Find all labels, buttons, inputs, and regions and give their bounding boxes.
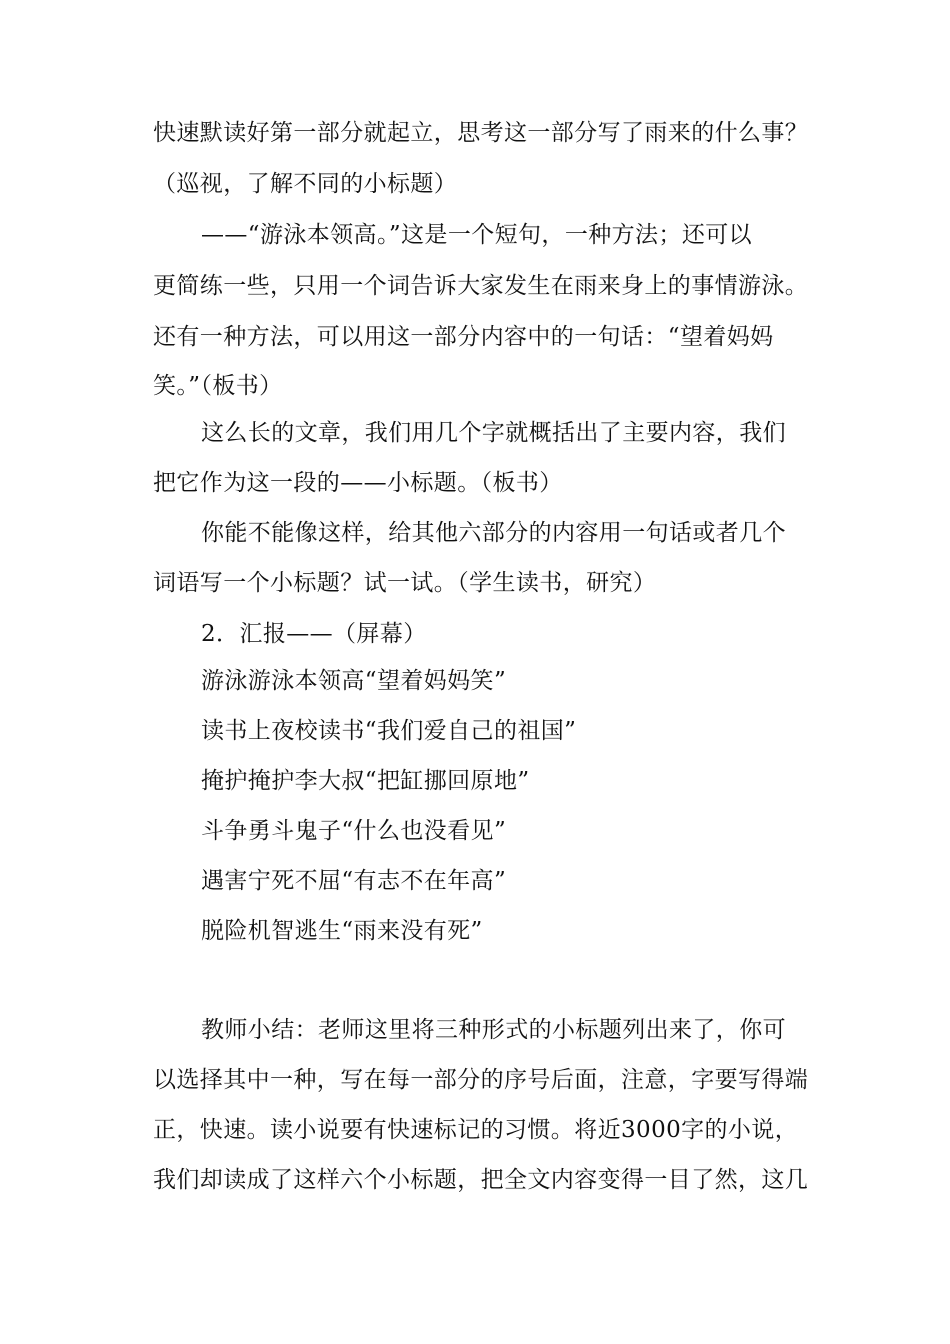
subtitle-item: 脱险机智逃生“雨来没有死”	[201, 918, 483, 944]
subtitle-item: 游泳游泳本领高“望着妈妈笑”	[201, 668, 507, 694]
text-line: 还有一种方法，可以用这一部分内容中的一句话：“望着妈妈	[153, 324, 774, 350]
subtitle-item: 读书上夜校读书“我们爱自己的祖国”	[201, 718, 577, 744]
text-line: 词语写一个小标题？试一试。（学生读书，研究）	[153, 570, 657, 596]
text-line: 这么长的文章，我们用几个字就概括出了主要内容，我们	[201, 420, 786, 446]
text-line: 把它作为这一段的——小标题。（板书）	[153, 470, 563, 496]
text-line: 更简练一些，只用一个词告诉大家发生在雨来身上的事情游泳。	[153, 273, 809, 299]
text-line: 笑。”（板书）	[153, 373, 283, 399]
text-line: 正，快速。读小说要有快速标记的习惯。将近3000字的小说，	[153, 1117, 799, 1143]
text-line: ——“游泳本领高。”这是一个短句，一种方法；还可以	[201, 222, 753, 248]
subtitle-item: 掩护掩护李大叔“把缸挪回原地”	[201, 768, 530, 794]
text-line: 你能不能像这样，给其他六部分的内容用一句话或者几个	[201, 520, 786, 546]
text-line: （巡视，了解不同的小标题）	[153, 171, 458, 197]
text-line: 快速默读好第一部分就起立，思考这一部分写了雨来的什么事？	[153, 120, 809, 146]
text-line: 以选择其中一种，写在每一部分的序号后面，注意，字要写得端	[153, 1067, 809, 1093]
text-line: 我们却读成了这样六个小标题，把全文内容变得一目了然，这几	[153, 1167, 809, 1193]
text-line: 2．汇报——（屏幕）	[201, 621, 427, 647]
text-line: 教师小结：老师这里将三种形式的小标题列出来了，你可	[201, 1017, 786, 1043]
subtitle-item: 遇害宁死不屈“有志不在年高”	[201, 868, 507, 894]
subtitle-item: 斗争勇斗鬼子“什么也没看见”	[201, 818, 507, 844]
